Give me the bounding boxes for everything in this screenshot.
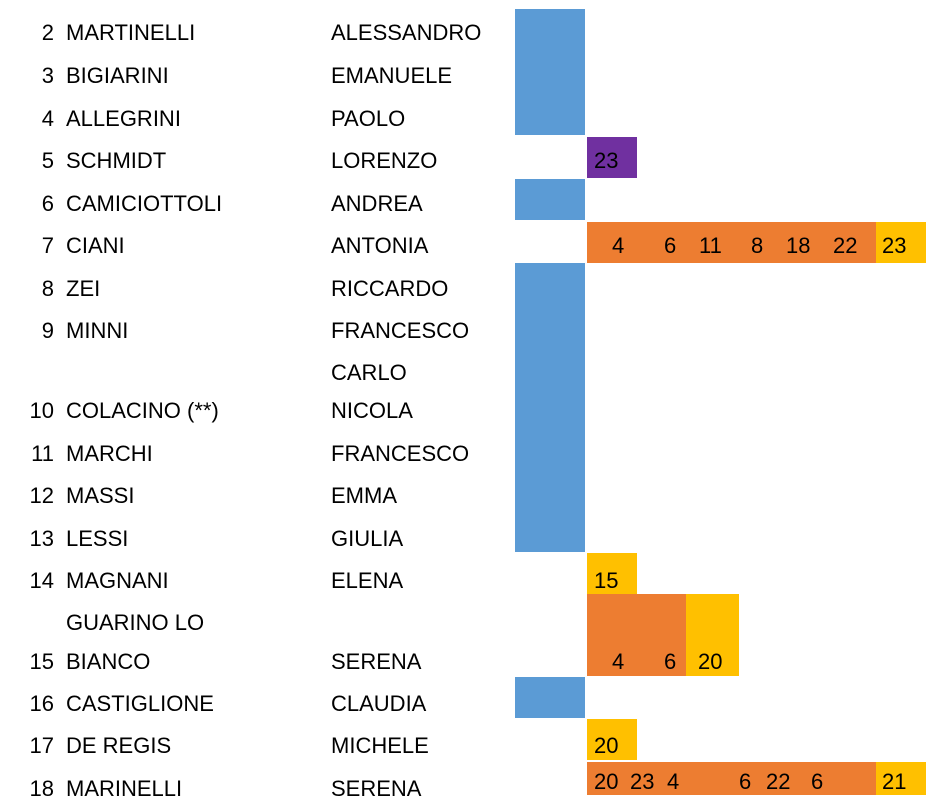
row-number: 12 [29, 483, 54, 508]
row-surname: SCHMIDT [66, 148, 167, 173]
row-number: 10 [29, 398, 54, 423]
row-surname: BIANCO [66, 649, 151, 674]
row-name: PAOLO [331, 106, 406, 131]
row-surname: MAGNANI [66, 568, 169, 593]
row-name: ALESSANDRO [331, 20, 482, 45]
cell-value: 11 [699, 233, 722, 258]
cell-value: 22 [766, 769, 791, 794]
blue-block [515, 263, 585, 552]
row-number: 5 [41, 148, 54, 173]
cell-value: 6 [664, 233, 677, 258]
row-number: 9 [41, 318, 54, 343]
row-surname: COLACINO (**) [66, 398, 219, 423]
row-name: ELENA [331, 568, 404, 593]
row-number: 17 [29, 733, 54, 758]
row-surname: MARCHI [66, 441, 153, 466]
row-name: GIULIA [331, 526, 404, 551]
row-number: 7 [41, 233, 54, 258]
row-surname: GUARINO LO [66, 610, 205, 635]
cell-value: 21 [882, 769, 907, 794]
row-number: 18 [29, 776, 54, 801]
cell-value: 18 [786, 233, 811, 258]
row-number: 14 [29, 568, 54, 593]
blue-block [515, 179, 585, 220]
row-name: MICHELE [331, 733, 429, 758]
row-surname: MARINELLI [66, 776, 183, 801]
blue-block [515, 9, 585, 135]
row-number: 16 [29, 691, 54, 716]
row-name: ANDREA [331, 191, 423, 216]
row-name: SERENA [331, 649, 422, 674]
cell-value: 4 [667, 769, 680, 794]
cell-value: 6 [739, 769, 752, 794]
row-surname: ALLEGRINI [66, 106, 181, 131]
row-number: 13 [29, 526, 54, 551]
row-number: 3 [41, 63, 54, 88]
row-surname: LESSI [66, 526, 129, 551]
cell-value: 23 [630, 769, 655, 794]
row-number: 11 [31, 441, 54, 466]
row-number: 4 [41, 106, 54, 131]
row-surname: CAMICIOTTOLI [66, 191, 223, 216]
row-surname: CIANI [66, 233, 125, 258]
row-name: LORENZO [331, 148, 438, 173]
row-surname: DE REGIS [66, 733, 172, 758]
row-number: 15 [29, 649, 54, 674]
row-surname: BIGIARINI [66, 63, 169, 88]
row-name: EMANUELE [331, 63, 453, 88]
row-surname: MASSI [66, 483, 135, 508]
row-name: FRANCESCO [331, 318, 470, 343]
row-name: RICCARDO [331, 276, 449, 301]
row-number: 2 [41, 20, 54, 45]
row-name: SERENA [331, 776, 422, 801]
cell-value: 20 [594, 733, 619, 758]
cell-value: 20 [594, 769, 619, 794]
cell-value: 4 [612, 233, 625, 258]
cell-value: 15 [594, 568, 619, 593]
row-number: 8 [41, 276, 54, 301]
row-name: CARLO [331, 360, 407, 385]
cell-value: 6 [811, 769, 824, 794]
cell-value: 23 [882, 233, 907, 258]
row-surname: ZEI [66, 276, 101, 301]
row-surname: CASTIGLIONE [66, 691, 214, 716]
row-number: 6 [41, 191, 54, 216]
row-name: ANTONIA [331, 233, 429, 258]
cell-value: 6 [664, 649, 677, 674]
row-name: NICOLA [331, 398, 413, 423]
cell-value: 23 [594, 148, 619, 173]
cell-value: 22 [833, 233, 858, 258]
cell-value: 8 [751, 233, 764, 258]
row-name: CLAUDIA [331, 691, 427, 716]
cell-value: 20 [698, 649, 723, 674]
row-name: EMMA [331, 483, 397, 508]
row-surname: MINNI [66, 318, 129, 343]
row-surname: MARTINELLI [66, 20, 196, 45]
cell-value: 4 [612, 649, 625, 674]
row-name: FRANCESCO [331, 441, 470, 466]
blue-block [515, 677, 585, 718]
